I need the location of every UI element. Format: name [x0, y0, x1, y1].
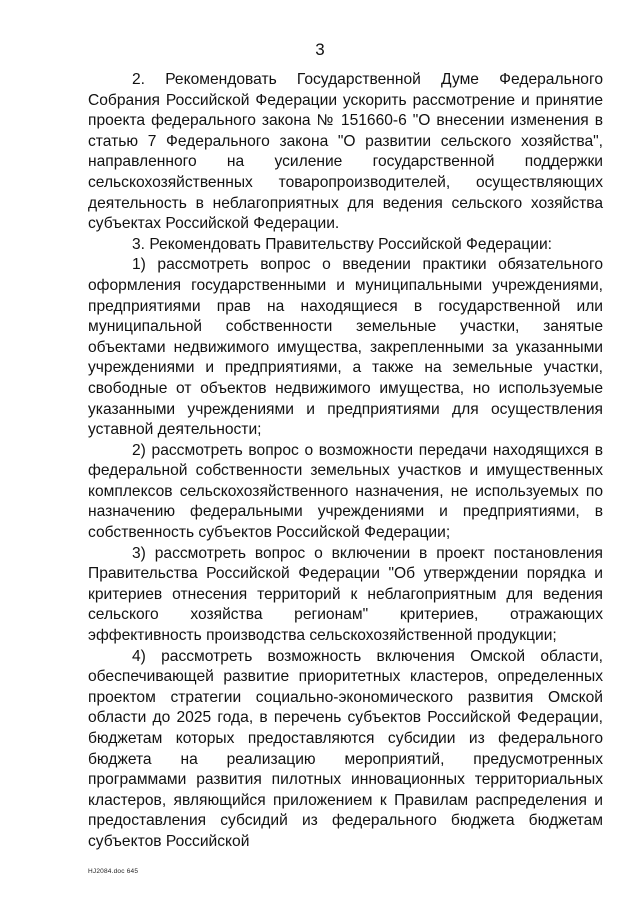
paragraph-subitem-4: 4) рассмотреть возможность включения Омской области, обеспечивающей развитие приоритетных кластеров, определенных проектом стратегии социально-экономического развития Омской области до 2025 года, в перечень субъектов Российской Федерации, бюджетам которых предоставляются субсидии из федерального бюджета на реализацию мероприятий, предусмотренных программами развития пилотных инновационных территориальных кластеров, являющийся приложением к Правилам распределения и предоставления субсидий из федерального бюджета бюджетам субъектов Российской	[88, 647, 603, 850]
paragraph-item-3-recommend-government: 3. Рекомендовать Правительству Российской Федерации:	[132, 235, 553, 253]
footer-file-reference: НJ2084.doc 645	[88, 868, 139, 875]
paragraph-subitem-3: 3) рассмотреть вопрос о включении в проект постановления Правительства Российской Федерации "Об утверждении порядка и критериев отнесения территорий к неблагоприятным для ведения сельского хозяйства регионам" критериев, отражающих эффективность производства сельскохозяйственной продукции;	[88, 544, 603, 645]
page-number: 3	[315, 40, 325, 59]
paragraph-subitem-1: 1) рассмотреть вопрос о введении практики обязательного оформления государственными и муниципальными учреждениями, предприятиями прав на находящиеся в государственной или муниципальной собственности земельные участки, занятые объектами недвижимого имущества, закрепленными за указанными учреждениями и предприятиями, а также на земельные участки, свободные от объектов недвижимого имущества, но используемые указанными учреждениями и предприятиями для осуществления уставной деятельности;	[88, 256, 603, 439]
paragraph-item-2-recommend-duma: 2. Рекомендовать Государственной Думе Федерального Собрания Российской Федерации ускорить рассмотрение и принятие проекта федерального закона № 151660-6 "О внесении изменения в статью 7 Федерального закона "О развитии сельского хозяйства", направленного на усиление государственной поддержки сельскохозяйственных товаропроизводителей, осуществляющих деятельность в неблагоприятных для ведения сельского хозяйства субъектах Российской Федерации.	[88, 71, 603, 233]
paragraph-subitem-2: 2) рассмотреть вопрос о возможности передачи находящихся в федеральной собственности земельных участков и имущественных комплексов сельскохозяйственного назначения, не используемых по назначению федеральными учреждениями и предприятиями, в собственность субъектов Российской Федерации;	[88, 441, 603, 542]
document-body	[88, 70, 603, 853]
